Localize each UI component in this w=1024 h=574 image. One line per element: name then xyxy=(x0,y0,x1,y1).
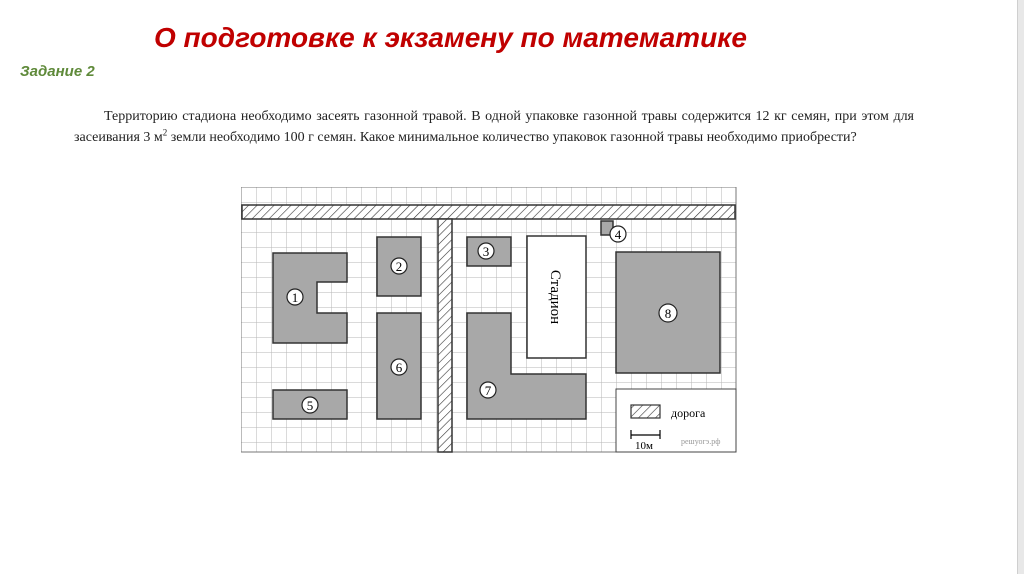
road-vertical-hatch xyxy=(438,219,452,452)
building-1-label: 1 xyxy=(291,290,299,305)
building-4-label: 4 xyxy=(614,227,622,242)
building-3-label: 3 xyxy=(482,244,490,259)
task-number: Задание 2 xyxy=(20,63,95,80)
watermark: решуогэ.рф xyxy=(681,437,721,446)
problem-text-part1: Территорию стадиона необходимо засеять газонной травой. В одной упаковке газонной травы содержится 12 кг семян, при этом для засеивания 3 м xyxy=(74,109,914,145)
stadium-map xyxy=(241,187,737,453)
building-2-label: 2 xyxy=(395,259,403,274)
building-8-label: 8 xyxy=(664,306,672,321)
building-5-label: 5 xyxy=(306,398,314,413)
building-6-label: 6 xyxy=(395,360,403,375)
legend-road-swatch-hatch xyxy=(631,405,660,418)
problem-superscript: 2 xyxy=(162,127,168,138)
stadium-label: Стадион xyxy=(547,269,563,325)
slide-edge xyxy=(1017,0,1024,574)
road-horizontal-hatch xyxy=(242,205,735,219)
slide-title: О подготовке к экзамену по математике xyxy=(154,22,747,53)
problem-text-part2: земли необходимо 100 г семян. Какое минимальное количество упаковок газонной травы необходимо приобрести? xyxy=(167,130,857,145)
problem-text xyxy=(74,106,914,148)
building-7-label: 7 xyxy=(484,383,492,398)
legend-road-label: дорога xyxy=(671,406,706,420)
legend-scale-label: 10м xyxy=(635,440,653,452)
